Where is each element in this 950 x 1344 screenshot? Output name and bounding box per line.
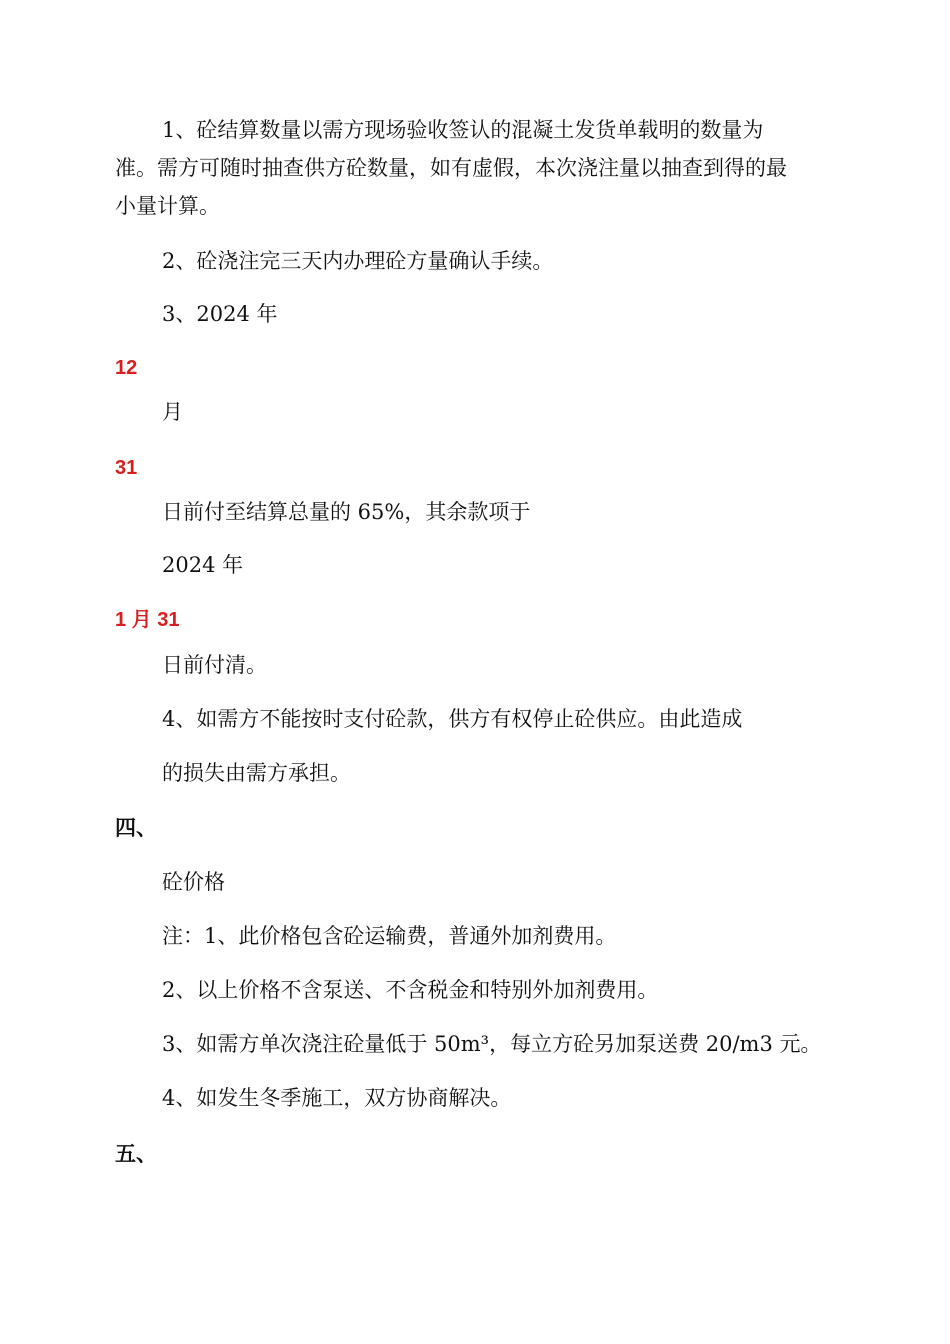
clause-3-part-e: 日前付清。 [162, 653, 267, 677]
clause-3-red-number-1: 12 [115, 357, 138, 379]
clause-3-part-a: 3、2024 年 [162, 302, 278, 326]
clause-3-red-number-3: 1 月 31 [115, 609, 180, 631]
clause-1-line-1: 1、砼结算数量以需方现场验收签认的混凝土发货单载明的数量为 [162, 118, 764, 142]
note-1: 注：1、此价格包含砼运输费，普通外加剂费用。 [162, 924, 617, 948]
clause-4-line-2: 的损失由需方承担。 [162, 761, 351, 785]
note-3: 3、如需方单次浇注砼量低于 50m³，每立方砼另加泵送费 20/m3 元。 [162, 1032, 822, 1056]
clause-1-line-3: 小量计算。 [115, 194, 220, 218]
clause-3-part-c: 日前付至结算总量的 65%，其余款项于 [162, 500, 531, 524]
note-4: 4、如发生冬季施工，双方协商解决。 [162, 1086, 512, 1110]
clause-1-line-2: 准。需方可随时抽查供方砼数量，如有虚假，本次浇注量以抽查到得的最 [115, 156, 787, 180]
clause-3-red-number-2: 31 [115, 457, 138, 479]
clause-3-part-d: 2024 年 [162, 553, 244, 577]
clause-4-line-1: 4、如需方不能按时支付砼款，供方有权停止砼供应。由此造成 [162, 707, 743, 731]
clause-3-part-b: 月 [162, 400, 183, 424]
note-2: 2、以上价格不含泵送、不含税金和特别外加剂费用。 [162, 978, 659, 1002]
section-4-heading: 四、 [115, 816, 157, 840]
section-5-heading: 五、 [115, 1142, 157, 1166]
clause-2: 2、砼浇注完三天内办理砼方量确认手续。 [162, 249, 554, 273]
section-4-title: 砼价格 [162, 870, 225, 894]
